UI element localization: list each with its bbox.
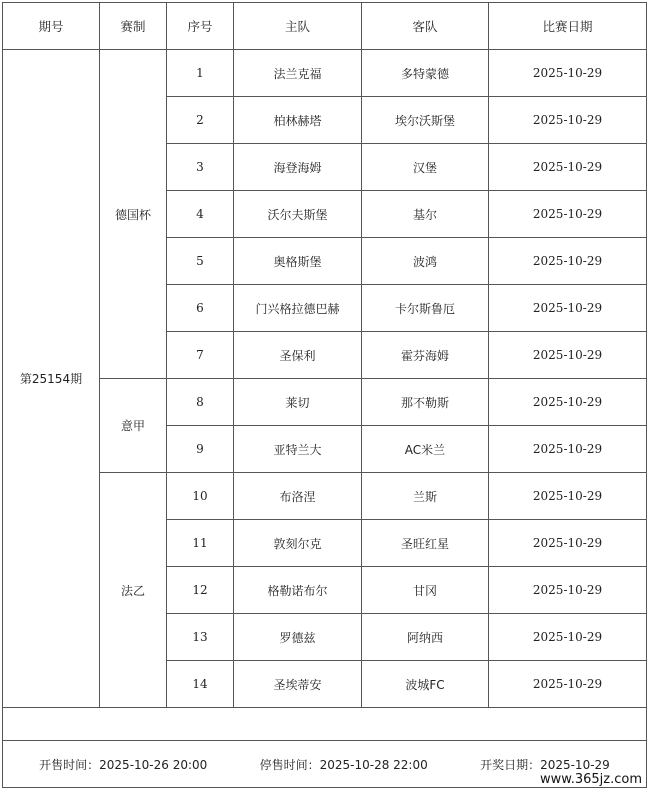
seq-cell: 6 — [167, 285, 234, 332]
header-row — [3, 3, 647, 50]
table-row — [3, 473, 647, 520]
away-team-cell: 霍芬海姆 — [362, 332, 489, 379]
date-cell: 2025-10-29 — [489, 97, 647, 144]
away-team-cell: 埃尔沃斯堡 — [362, 97, 489, 144]
home-team-cell: 敦刻尔克 — [234, 520, 362, 567]
date-cell: 2025-10-29 — [489, 332, 647, 379]
away-team-cell: 汉堡 — [362, 144, 489, 191]
home-team-cell: 亚特兰大 — [234, 426, 362, 473]
home-team-cell: 罗德兹 — [234, 614, 362, 661]
blank-row — [3, 708, 647, 741]
schedule-table — [2, 2, 647, 788]
date-cell: 2025-10-29 — [489, 144, 647, 191]
home-team-cell: 莱切 — [234, 379, 362, 426]
seq-cell: 10 — [167, 473, 234, 520]
home-team-cell: 法兰克福 — [234, 50, 362, 97]
home-team-cell: 柏林赫塔 — [234, 97, 362, 144]
seq-cell: 7 — [167, 332, 234, 379]
away-team-cell: 兰斯 — [362, 473, 489, 520]
date-cell: 2025-10-29 — [489, 238, 647, 285]
draw-date: 开奖日期：2025-10-29 — [480, 757, 610, 772]
home-team-cell: 奥格斯堡 — [234, 238, 362, 285]
competition-cell: 意甲 — [100, 379, 167, 473]
header-period: 期号 — [3, 3, 100, 50]
table-row — [3, 50, 647, 97]
away-team-cell: 甘冈 — [362, 567, 489, 614]
competition-cell: 德国杯 — [100, 50, 167, 379]
home-team-cell: 格勒诺布尔 — [234, 567, 362, 614]
header-competition: 赛制 — [100, 3, 167, 50]
date-cell: 2025-10-29 — [489, 614, 647, 661]
date-cell: 2025-10-29 — [489, 661, 647, 708]
competition-cell: 法乙 — [100, 473, 167, 708]
header-home: 主队 — [234, 3, 362, 50]
period-cell: 第25154期 — [3, 50, 100, 708]
home-team-cell: 布洛涅 — [234, 473, 362, 520]
date-cell: 2025-10-29 — [489, 191, 647, 238]
away-team-cell: AC米兰 — [362, 426, 489, 473]
seq-cell: 13 — [167, 614, 234, 661]
seq-cell: 5 — [167, 238, 234, 285]
date-cell: 2025-10-29 — [489, 520, 647, 567]
away-team-cell: 波鸿 — [362, 238, 489, 285]
seq-cell: 1 — [167, 50, 234, 97]
away-team-cell: 卡尔斯鲁厄 — [362, 285, 489, 332]
watermark: www.365jz.com — [540, 772, 642, 787]
seq-cell: 4 — [167, 191, 234, 238]
home-team-cell: 圣保利 — [234, 332, 362, 379]
away-team-cell: 基尔 — [362, 191, 489, 238]
header-away: 客队 — [362, 3, 489, 50]
seq-cell: 9 — [167, 426, 234, 473]
away-team-cell: 波城FC — [362, 661, 489, 708]
home-team-cell: 沃尔夫斯堡 — [234, 191, 362, 238]
home-team-cell: 门兴格拉德巴赫 — [234, 285, 362, 332]
home-team-cell: 海登海姆 — [234, 144, 362, 191]
away-team-cell: 圣旺红星 — [362, 520, 489, 567]
seq-cell: 8 — [167, 379, 234, 426]
footer-info — [3, 756, 646, 773]
date-cell: 2025-10-29 — [489, 426, 647, 473]
schedule-body — [3, 3, 647, 788]
seq-cell: 14 — [167, 661, 234, 708]
away-team-cell: 多特蒙德 — [362, 50, 489, 97]
seq-cell: 11 — [167, 520, 234, 567]
table-row — [3, 379, 647, 426]
blank-cell — [3, 708, 647, 741]
seq-cell: 2 — [167, 97, 234, 144]
date-cell: 2025-10-29 — [489, 50, 647, 97]
header-seq: 序号 — [167, 3, 234, 50]
sale-stop-time: 停售时间：2025-10-28 22:00 — [259, 757, 428, 772]
date-cell: 2025-10-29 — [489, 567, 647, 614]
sale-start-time: 开售时间：2025-10-26 20:00 — [39, 757, 208, 772]
date-cell: 2025-10-29 — [489, 285, 647, 332]
away-team-cell: 阿纳西 — [362, 614, 489, 661]
header-date: 比赛日期 — [489, 3, 647, 50]
away-team-cell: 那不勒斯 — [362, 379, 489, 426]
home-team-cell: 圣埃蒂安 — [234, 661, 362, 708]
seq-cell: 3 — [167, 144, 234, 191]
seq-cell: 12 — [167, 567, 234, 614]
date-cell: 2025-10-29 — [489, 473, 647, 520]
date-cell: 2025-10-29 — [489, 379, 647, 426]
